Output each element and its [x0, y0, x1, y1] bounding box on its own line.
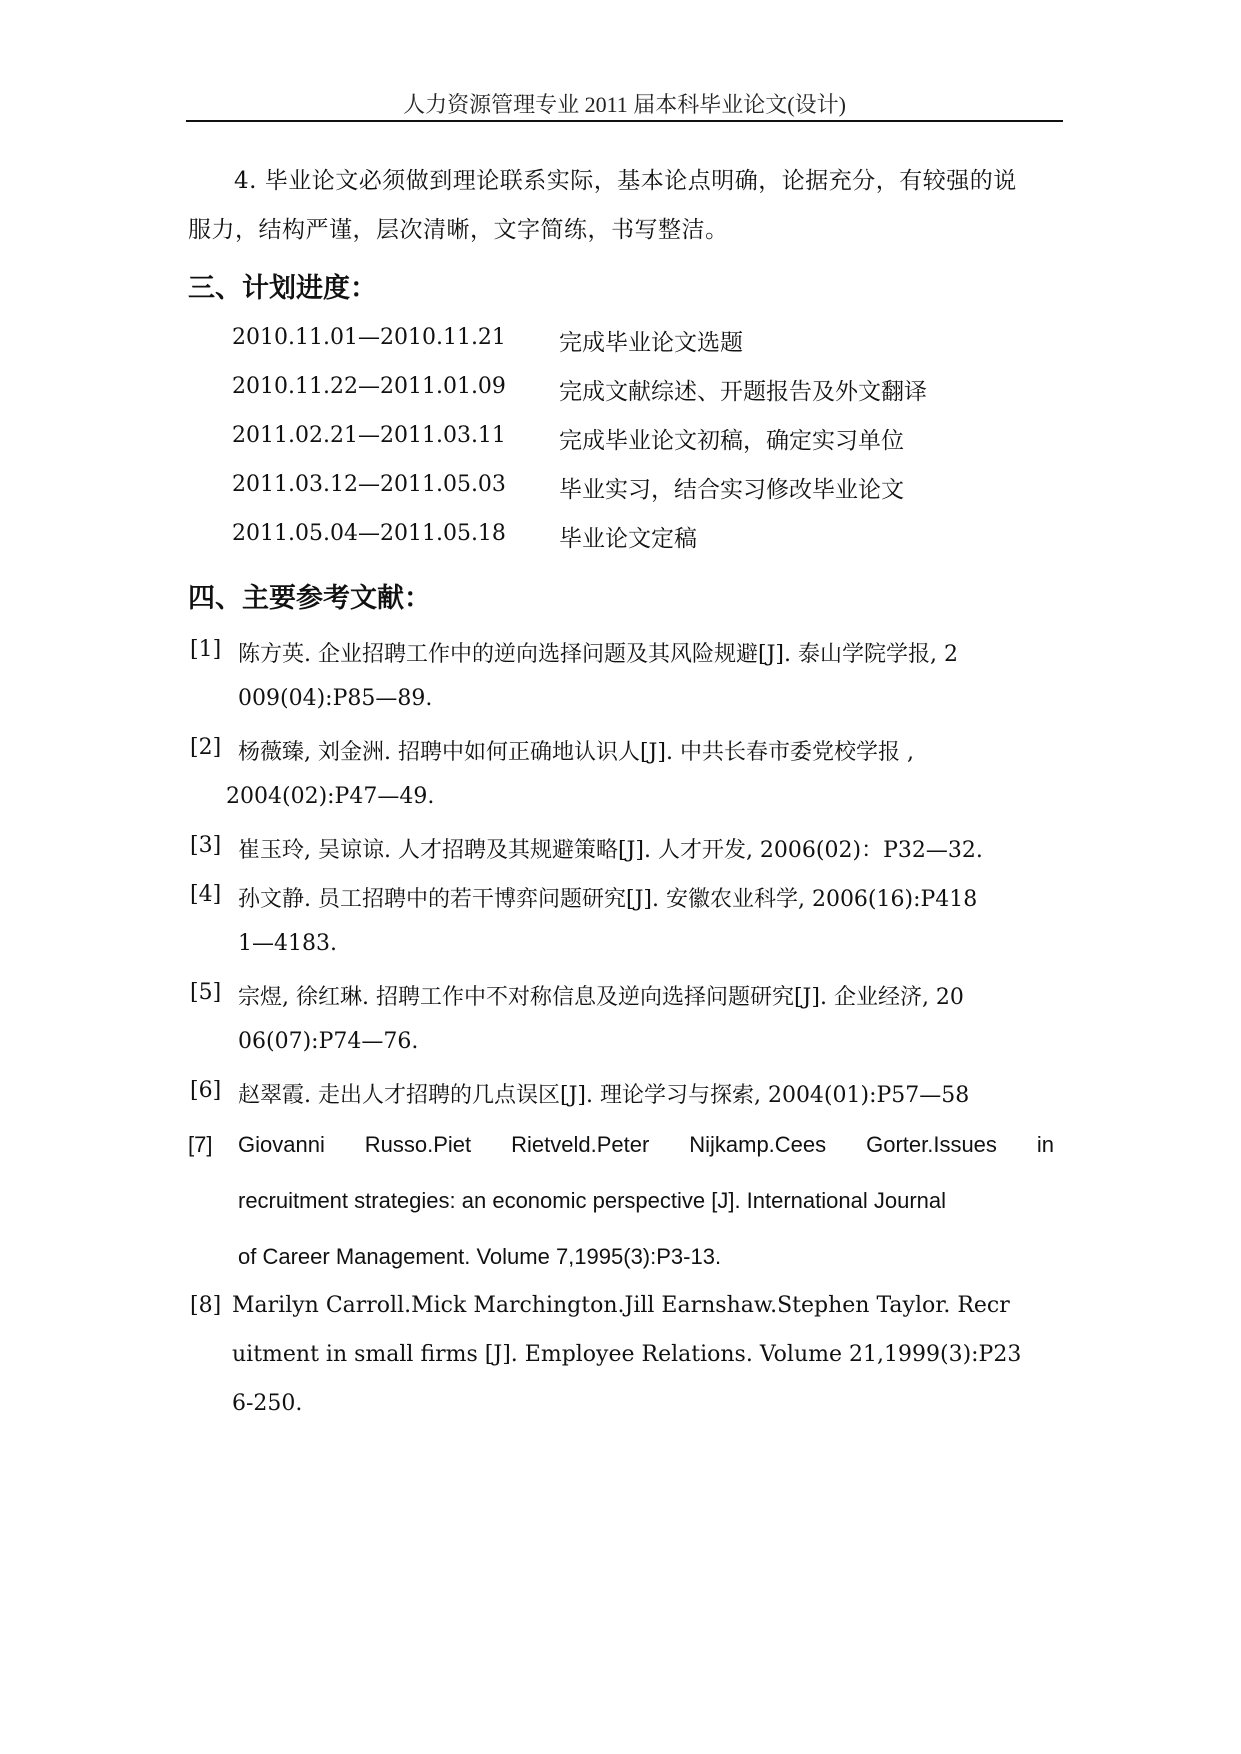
schedule-period: 2010.11.01—2010.11.21	[232, 325, 506, 350]
reference-text: 孙文静. 员工招聘中的若干博弈问题研究[J]. 安徽农业科学, 2006(16):P418	[238, 887, 978, 912]
reference-text: 赵翠霞. 走出人才招聘的几点误区[J]. 理论学习与探索, 2004(01):P57—58	[238, 1083, 970, 1108]
requirement-line-2: 服力，结构严谨，层次清晰，文字简练，书写整洁。	[188, 217, 729, 243]
schedule-period: 2011.02.21—2011.03.11	[232, 423, 506, 448]
reference-number: [4]	[190, 882, 222, 907]
schedule-task: 完成毕业论文选题	[559, 330, 743, 356]
schedule-task: 毕业论文定稿	[559, 526, 697, 552]
reference-text: uitment in small firms [J]. Employee Relations. Volume 21,1999(3):P23	[232, 1342, 1022, 1367]
reference-number: [6]	[190, 1078, 222, 1103]
reference-text: 06(07):P74—76.	[238, 1029, 419, 1054]
reference-number: [5]	[190, 980, 222, 1005]
schedule-period: 2011.03.12—2011.05.03	[232, 472, 506, 497]
reference-text: 009(04):P85—89.	[238, 686, 433, 711]
reference-text: 宗煜, 徐红琳. 招聘工作中不对称信息及逆向选择问题研究[J]. 企业经济, 20	[238, 985, 964, 1010]
reference-text: Marilyn Carroll.Mick Marchington.Jill Earnshaw.Stephen Taylor. Recr	[232, 1293, 1010, 1318]
reference-text: 6-250.	[232, 1391, 303, 1416]
schedule-period: 2011.05.04—2011.05.18	[232, 521, 506, 546]
reference-text: 2004(02):P47—49.	[226, 784, 435, 809]
section-heading-references: 四、主要参考文献：	[188, 583, 431, 614]
schedule-task: 完成毕业论文初稿，确定实习单位	[559, 428, 904, 454]
reference-number: [8]	[190, 1293, 222, 1318]
schedule-task: 完成文献综述、开题报告及外文翻译	[559, 379, 927, 405]
reference-text: recruitment strategies: an economic perspective [J]. International Journal	[238, 1188, 947, 1213]
reference-number: [7]	[188, 1132, 213, 1157]
reference-text: of Career Management. Volume 7,1995(3):P3-13.	[238, 1244, 722, 1269]
schedule-task: 毕业实习，结合实习修改毕业论文	[559, 477, 904, 503]
header-divider	[186, 120, 1063, 122]
page-header-title: 人力资源管理专业 2011 届本科毕业论文(设计)	[403, 92, 846, 117]
reference-text: Giovanni Russo.Piet Rietveld.Peter Nijkamp.Cees Gorter.Issues in	[238, 1132, 1054, 1157]
reference-text: 杨薇臻, 刘金洲. 招聘中如何正确地认识人[J]. 中共长春市委党校学报 ,	[238, 740, 914, 765]
section-heading-schedule: 三、计划进度：	[188, 273, 377, 304]
schedule-period: 2010.11.22—2011.01.09	[232, 374, 506, 399]
reference-number: [1]	[190, 637, 222, 662]
reference-text: 1—4183.	[238, 931, 337, 956]
reference-text: 陈方英. 企业招聘工作中的逆向选择问题及其风险规避[J]. 泰山学院学报, 2	[238, 642, 958, 667]
reference-text: 崔玉玲, 吴谅谅. 人才招聘及其规避策略[J]. 人才开发, 2006(02)：P32—32.	[238, 838, 983, 863]
reference-number: [3]	[190, 833, 222, 858]
requirement-line-1: 4. 毕业论文必须做到理论联系实际，基本论点明确，论据充分，有较强的说	[234, 168, 1017, 194]
reference-number: [2]	[190, 735, 222, 760]
